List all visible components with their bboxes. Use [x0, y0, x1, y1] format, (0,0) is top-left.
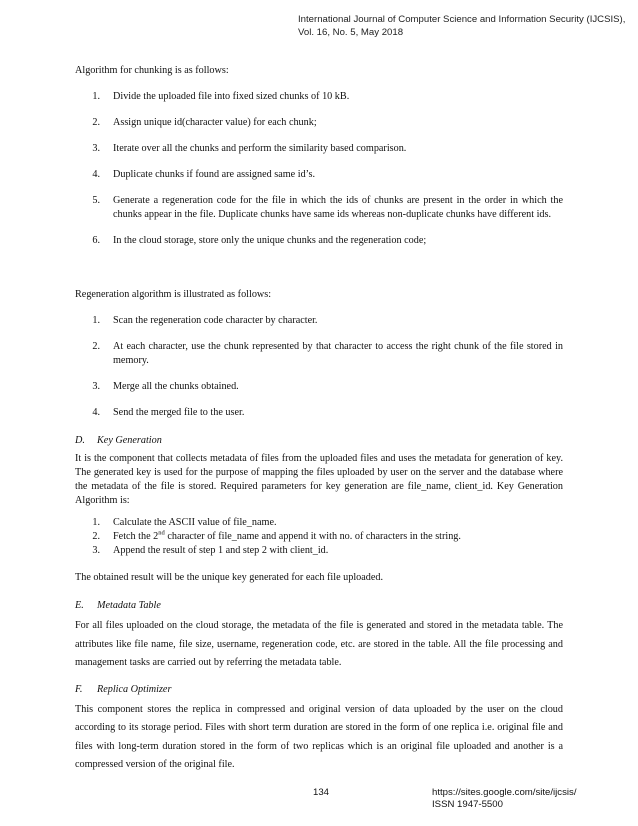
list-item: 3. Append the result of step 1 and step 2 with client_id. — [92, 545, 329, 556]
list-item: 1. Divide the uploaded file into fixed sized chunks of 10 kB. — [92, 91, 350, 102]
journal-volume: Vol. 16, No. 5, May 2018 — [298, 27, 404, 38]
section-heading-key-generation: D. Key Generation — [75, 435, 162, 446]
list-item: 2. At each character, use the chunk represented by that character to access the right chunk of the file stored in memory. — [92, 341, 563, 366]
journal-title: International Journal of Computer Science and Information Security (IJCSIS), — [298, 14, 626, 25]
page-number: 134 — [312, 787, 329, 798]
section-heading-metadata-table: E. Metadata Table — [75, 600, 161, 611]
list-item: 6. In the cloud storage, store only the unique chunks and the regeneration code; — [92, 235, 427, 246]
journal-header — [298, 13, 628, 39]
list-item: 3. Merge all the chunks obtained. — [92, 381, 239, 392]
journal-url: https://sites.google.com/site/ijcsis/ — [432, 787, 577, 798]
chunking-steps — [75, 90, 563, 248]
footer-info — [432, 787, 632, 811]
section-heading-replica-optimizer: F. Replica Optimizer — [75, 683, 172, 695]
list-item: 2. Assign unique id(character value) for each chunk; — [92, 117, 317, 128]
regeneration-intro: Regeneration algorithm is illustrated as follows: — [75, 289, 272, 300]
key-generation-steps — [75, 516, 563, 558]
key-generation-body: It is the component that collects metadata of files from the uploaded files and uses the metadata for generation of key. The generated key is used for the purpose of mapping the files uploaded by user on the server and the database where the metadata of the file is stored. Required parameters for key generation are file_name, client_id. Key Generation Algorithm is: — [75, 453, 563, 506]
key-generation-result: The obtained result will be the unique key generated for each file uploaded. — [75, 572, 384, 583]
page-body — [75, 64, 563, 775]
metadata-table-body: For all files uploaded on the cloud storage, the metadata of the file is generated and stored in the metadata table. The attributes like file name, file size, username, regeneration code, etc. are stored in the table. All the file processing and management tasks are carried out by referring the metadata table. — [75, 620, 563, 668]
list-item: 1. Scan the regeneration code character by character. — [92, 315, 318, 326]
regeneration-steps — [75, 314, 563, 420]
list-item: 5. Generate a regeneration code for the file in which the ids of chunks are present in the order in which the chunks appear in the file. Duplicate chunks have same ids whereas non-duplicate chunks have different ids. — [92, 195, 563, 220]
list-item: 4. Send the merged file to the user. — [92, 407, 245, 418]
chunking-intro: Algorithm for chunking is as follows: — [75, 65, 229, 76]
journal-issn: ISSN 1947-5500 — [432, 799, 503, 810]
replica-optimizer-body: This component stores the replica in compressed and original version of data uploaded by the user on the cloud according to its storage period. Files with short term duration are stored in the form of one replica i.e. original file and files with long-term duration stored in the form of two replicas which is an original file uploaded and another is a compressed version of the original file. — [75, 703, 563, 770]
list-item: 1. Calculate the ASCII value of file_name. — [92, 517, 277, 528]
list-item: 3. Iterate over all the chunks and perform the similarity based comparison. — [92, 143, 407, 154]
list-item: 2. Fetch the 2nd character of file_name and append it with no. of characters in the string. — [92, 529, 461, 542]
list-item: 4. Duplicate chunks if found are assigned same id’s. — [92, 169, 315, 180]
